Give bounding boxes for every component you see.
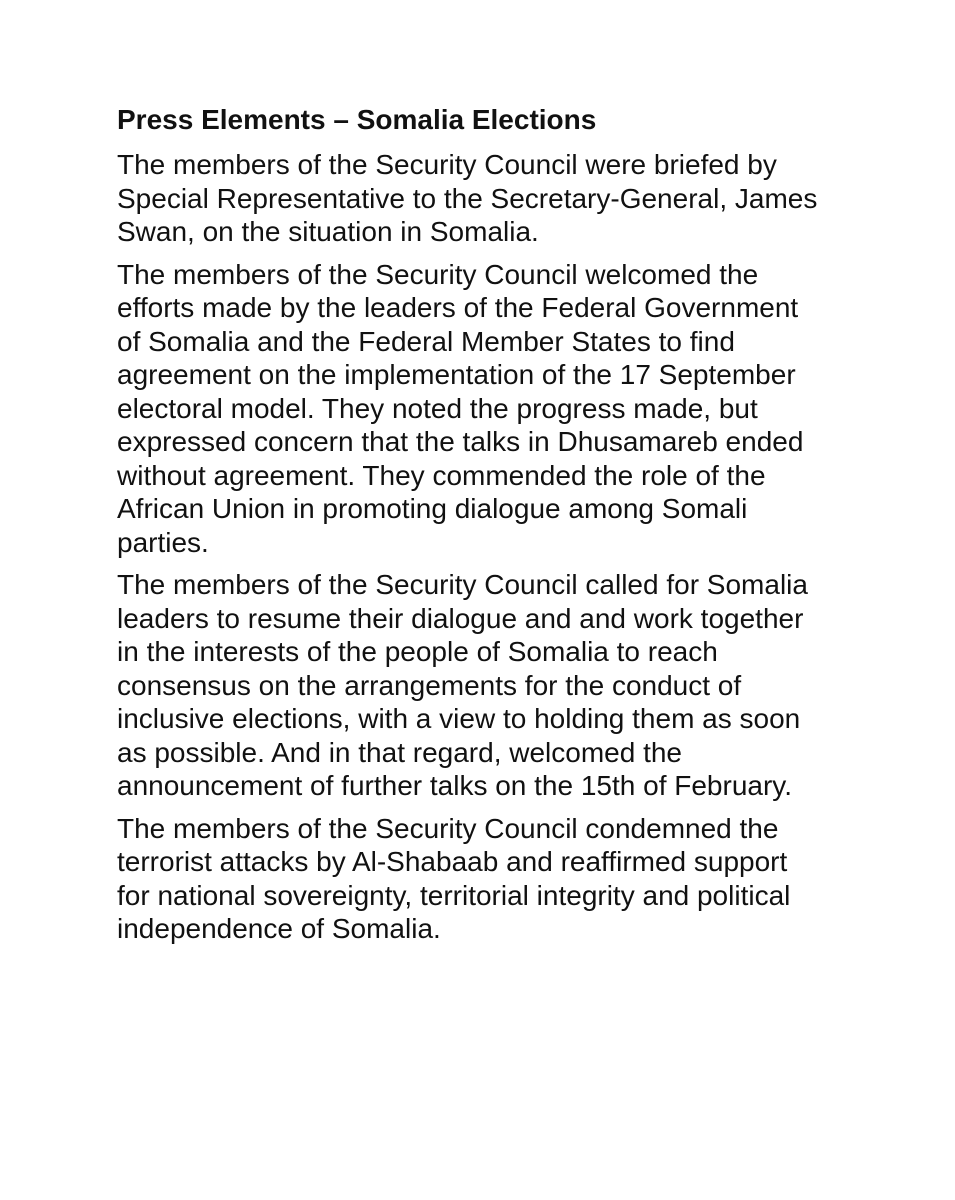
text-line: announcement of further talks on the 15th of February. <box>117 770 792 801</box>
paragraph-called-for-dialogue <box>117 568 855 803</box>
text-line: The members of the Security Council called for Somalia <box>117 569 808 600</box>
text-line: in the interests of the people of Somalia to reach <box>117 636 718 667</box>
paragraph-briefing <box>117 148 855 249</box>
text-line: terrorist attacks by Al-Shabaab and reaffirmed support <box>117 846 788 877</box>
text-line: as possible. And in that regard, welcomed the <box>117 736 683 768</box>
press-document <box>117 100 855 955</box>
paragraph-condemned-attacks <box>117 812 855 946</box>
text-line: The members of the Security Council welcomed the <box>117 258 759 290</box>
text-line: African Union in promoting dialogue among Somali <box>117 493 748 524</box>
text-line: without agreement. They commended the role of the <box>117 459 766 491</box>
text-line: inclusive elections, with a view to holding them as soon <box>117 703 801 734</box>
text-line: leaders to resume their dialogue and and work together <box>117 602 804 634</box>
text-line: The members of the Security Council were briefed by <box>117 149 777 180</box>
text-line: Special Representative to the Secretary-General, James <box>117 182 818 214</box>
text-line: consensus on the arrangements for the conduct of <box>117 669 742 701</box>
text-line: Swan, on the situation in Somalia. <box>117 216 539 247</box>
text-line: for national sovereignty, territorial integrity and political <box>117 879 791 911</box>
text-line: efforts made by the leaders of the Federal Government <box>117 292 799 323</box>
text-line: of Somalia and the Federal Member States to find <box>117 325 735 357</box>
document-title: Press Elements – Somalia Elections <box>117 104 597 135</box>
text-line: independence of Somalia. <box>117 913 441 944</box>
text-line: expressed concern that the talks in Dhusamareb ended <box>117 426 804 457</box>
text-line: electoral model. They noted the progress made, but <box>117 392 758 424</box>
text-line: The members of the Security Council condemned the <box>117 812 779 844</box>
text-line: agreement on the implementation of the 17 September <box>117 359 796 390</box>
text-line: parties. <box>117 526 209 558</box>
paragraph-welcomed-efforts <box>117 258 855 560</box>
